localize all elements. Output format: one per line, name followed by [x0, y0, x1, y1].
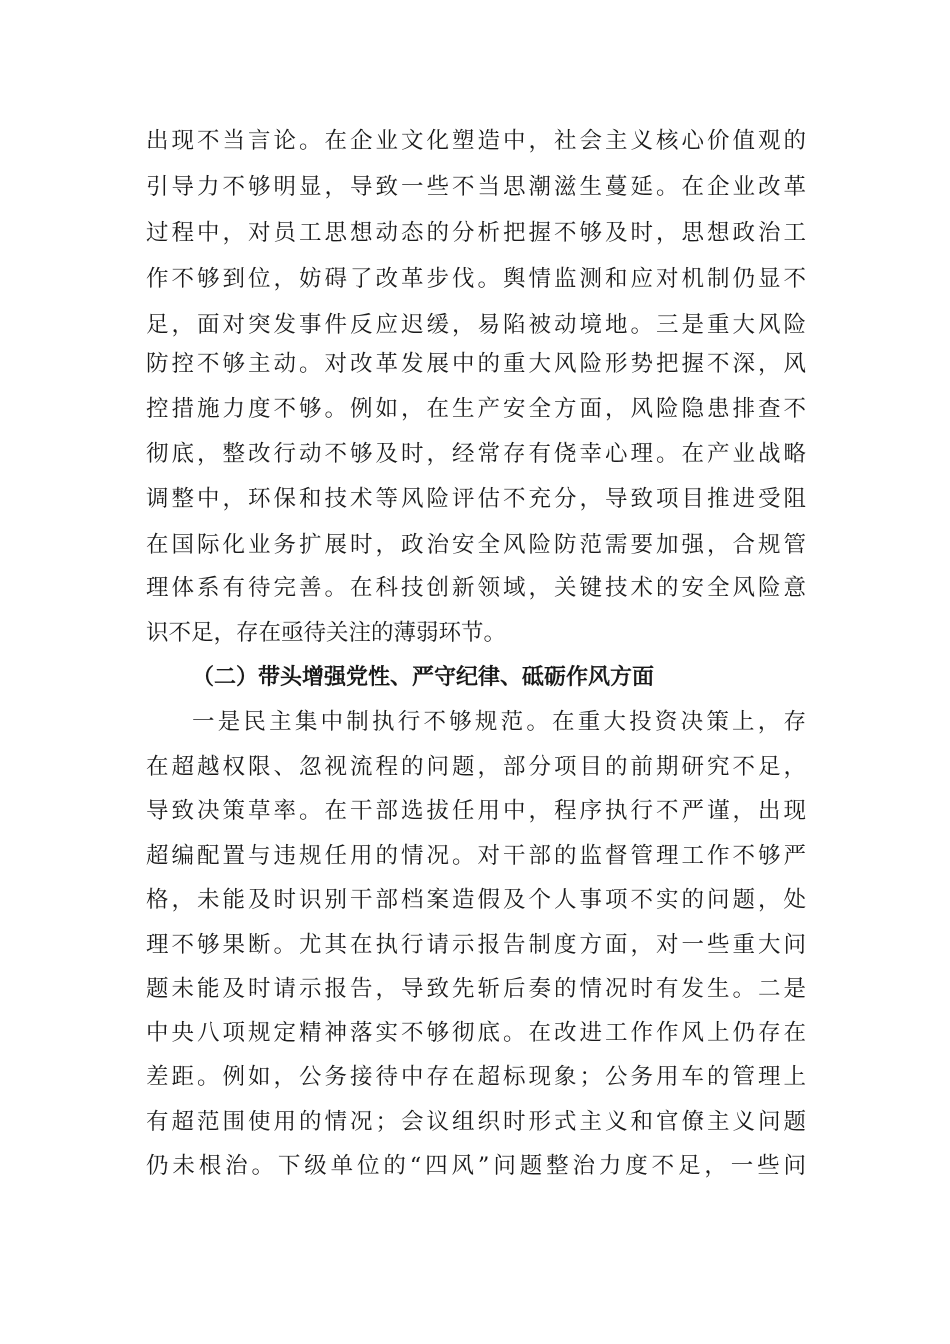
body-line: 导致决策草率。在干部选拔任用中，程序执行不严谨，出现 — [146, 798, 806, 824]
body-line: 引导力不够明显，导致一些不当思潮滋生蔓延。在企业改革 — [146, 174, 806, 200]
body-line: 差距。例如，公务接待中存在超标现象；公务用车的管理上 — [146, 1064, 806, 1090]
body-line: 超编配置与违规任用的情况。对干部的监督管理工作不够严 — [146, 843, 806, 869]
body-line: 有超范围使用的情况；会议组织时形式主义和官僚主义问题 — [146, 1109, 806, 1135]
body-line: 题未能及时请示报告，导致先斩后奏的情况时有发生。二是 — [146, 976, 806, 1002]
body-line: 识不足，存在亟待关注的薄弱环节。 — [146, 620, 507, 646]
body-line: 一是民主集中制执行不够规范。在重大投资决策上，存 — [192, 709, 806, 735]
body-line: 彻底，整改行动不够及时，经常存有侥幸心理。在产业战略 — [146, 441, 806, 467]
body-line: 理不够果断。尤其在执行请示报告制度方面，对一些重大问 — [146, 932, 806, 958]
body-line: 在国际化业务扩展时，政治安全风险防范需要加强，合规管 — [146, 532, 806, 558]
body-line: 控措施力度不够。例如，在生产安全方面，风险隐患排查不 — [146, 396, 806, 422]
body-line: 调整中，环保和技术等风险评估不充分，导致项目推进受阻 — [146, 486, 806, 512]
body-line: 过程中，对员工思想动态的分析把握不够及时，思想政治工 — [146, 220, 806, 246]
body-line: 仍未根治。下级单位的“四风”问题整治力度不足，一些问 — [146, 1153, 806, 1179]
body-line: 中央八项规定精神落实不够彻底。在改进工作作风上仍存在 — [146, 1020, 806, 1046]
body-line: 理体系有待完善。在科技创新领域，关键技术的安全风险意 — [146, 575, 806, 601]
body-line: 作不够到位，妨碍了改革步伐。舆情监测和应对机制仍显不 — [146, 266, 806, 292]
body-line: 防控不够主动。对改革发展中的重大风险形势把握不深，风 — [146, 351, 806, 377]
body-line: 出现不当言论。在企业文化塑造中，社会主义核心价值观的 — [146, 128, 806, 154]
body-line: 格，未能及时识别干部档案造假及个人事项不实的问题，处 — [146, 887, 806, 913]
body-line: 在超越权限、忽视流程的问题，部分项目的前期研究不足， — [146, 754, 806, 780]
body-line: 足，面对突发事件反应迟缓，易陷被动境地。三是重大风险 — [146, 312, 806, 338]
section-heading: （二）带头增强党性、严守纪律、砥砺作风方面 — [192, 665, 655, 690]
